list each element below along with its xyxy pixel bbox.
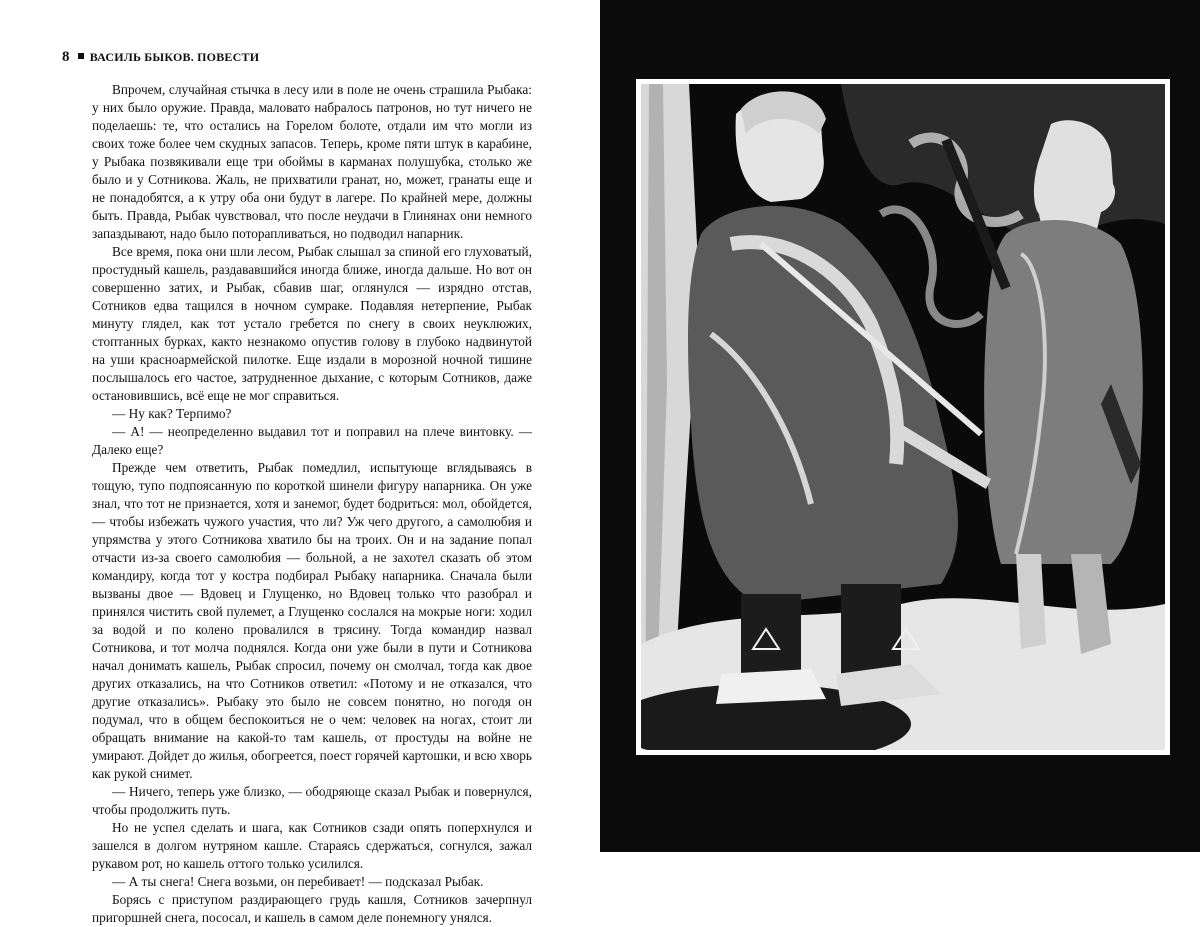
boot-left <box>1016 554 1046 649</box>
boot-left-main <box>716 669 826 704</box>
partisan-coat-right <box>984 220 1143 564</box>
left-page <box>0 0 600 925</box>
paragraph: Прежде чем ответить, Рыбак помедлил, испытующе вглядываясь в тощую, тупо подпоясанную по короткой шинели фигуру напарника. Он уже знал, что тот не признается, хотя и занемог, будет бодриться: мол, обойдется, — чтобы избежать чужого участия, что ли? Уж чего другого, а самолюбия и упрямства у этого Сотникова хватило бы на троих. Он и на задание попал отчасти из-за своего самолюбия — больной, а не захотел сказать об этом командиру, когда тот у костра подбирал Рыбаку напарника. Сначала были вызваны двое — Вдовец и Глущенко, но Вдовец только что разобрал и принялся чистить свой пулемет, а Глущенко сослался на мокрые ноги: ходил за водой и по колено провалился в трясину. Тогда командир назвал Сотникова, и тот молча поднялся. Когда они уже были в пути и Сотникова начал донимать кашель, Рыбак спросил, почему он смолчал, тогда как двое других отказались, на что Сотников ответил: «Потому и не отказался, что другие отказались». Рыбаку это было не совсем понятно, но погодя он подумал, что в общем беспокоиться не о чем: человек на ногах, стоит ли обращать внимание на какой-то там кашель, от простуды на войне не умирают. Дойдет до жилья, обогреется, поест горячей картошки, и всю хворь как рукой снимет. <box>92 460 532 781</box>
right-page <box>600 0 1200 852</box>
running-head <box>62 49 259 66</box>
paragraph: — А! — неопределенно выдавил тот и поправил на плече винтовку. — Далеко еще? <box>92 424 532 457</box>
paragraph: — А ты снега! Снега возьми, он перебивает! — подсказал Рыбак. <box>112 874 484 889</box>
running-title: ВАСИЛЬ БЫКОВ. ПОВЕСТИ <box>89 50 260 64</box>
paragraph: Впрочем, случайная стычка в лесу или в поле не очень страшила Рыбака: у них было оружие. Правда, маловато набралось патронов, но тут ничего не поделаешь: те, что остались на Горелом болоте, отдали им что могли из своих тоже более чем скудных запасов. Теперь, кроме пяти штук в карабине, у Рыбака позвякивали еще три обоймы в карманах полушубка, столько же было и у Сотникова. Жаль, не прихватили гранат, но, может, гранаты еще и не понадобятся, а к утру оба они будут в лагере. По крайней мере, должны быть. Правда, Рыбак чувствовал, что после неудачи в Глинянах они немного запаздывают, надо было поторапливаться, но подводил напарник. <box>92 82 532 241</box>
body-text <box>92 81 532 927</box>
square-bullet-icon <box>78 53 84 59</box>
paragraph: Все время, пока они шли лесом, Рыбак слышал за спиной его глуховатый, простудный кашель, раздававшийся иногда ближе, иногда дальше. Но вот он совершенно затих, и Рыбак, сбавив шаг, оглянулся — изрядно отстав, Сотников едва тащился в ночном сумраке. Подавляя нетерпение, Рыбак минуту глядел, как тот устало гребется по снегу в своих неуклюжих, стоптанных бурках, както незнакомо опустив голову в глубоко надвинутой на уши красноармейской пилотке. Еще издали в морозной ночной тишине послышалось его частое, затрудненное дыхание, с которым Сотников, даже остановившись, всё еще не мог справиться. <box>92 244 532 403</box>
illustration <box>641 84 1165 750</box>
paragraph: Борясь с приступом раздирающего грудь кашля, Сотников зачерпнул пригоршней снега, пососал, и кашель в самом деле понемногу унялся. <box>92 892 532 925</box>
illustration-frame <box>636 79 1170 755</box>
paragraph: — Ну как? Терпимо? <box>112 406 232 421</box>
paragraph: — Ничего, теперь уже близко, — ободряюще сказал Рыбак и повернулся, чтобы продолжить путь. <box>92 784 532 817</box>
page-number: 8 <box>62 49 70 65</box>
paragraph: Но не успел сделать и шага, как Сотников сзади опять поперхнулся и зашелся в долгом нутряном кашле. Стараясь сдержаться, согнулся, зажал рукавом рот, но кашель оттого только усилился. <box>92 820 532 871</box>
